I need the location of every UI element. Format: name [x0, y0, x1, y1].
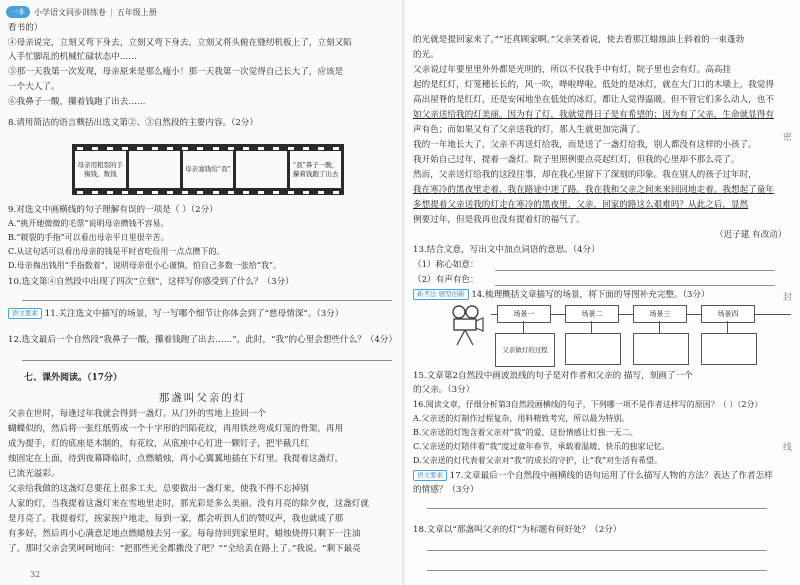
- story-line: 例要过年，但是我再也没有提着灯的福气了。: [413, 215, 585, 225]
- story-line: 是月亮了。我提着灯，挨家挨户地走，每到一家，都会听到人们的赞叹声，我也就成了那: [8, 514, 344, 524]
- option-c: C.父亲送的灯陪伴着“我”度过童年春节，承载着温暖、快乐的独家记忆。: [413, 442, 670, 451]
- story-line: 人家的灯，当我提着这盏灯来在雪地里走时，那光彩是多么美丽。没有月亮的除夕夜，这盏灯就: [8, 499, 369, 509]
- question-8: 8.请用简洁的语言概括出选文第②、③自然段的主要内容。（2分）: [8, 118, 258, 128]
- question-17-cont: 的情感？（3分）: [413, 485, 479, 495]
- story-line: 成为提手，灯的底座是木制的，有花纹，从底座中心钉进一颗钉子，把半截几红: [8, 439, 309, 449]
- answer-line[interactable]: [427, 570, 767, 571]
- story-line: 有多好，然后再小心满意足地点燃蜡烛去另一家。每每待回到家里时，蜡烛烧得只剩下一注油: [8, 529, 361, 539]
- story-line: 已流光溢彩。: [8, 469, 60, 479]
- story-line: 的光就是提回家来了。”“还真顾家啊。”父亲笑着说，使去看那江蜡烛油上斜着的一束蓬勃: [413, 35, 745, 45]
- film-frame: 母亲用粗裂的手掬钱，数钱: [75, 151, 126, 188]
- story-line: 的光。: [413, 50, 439, 60]
- projector-icon: [451, 305, 485, 347]
- question-15: 15.文章第2自然段中画波浪线的句子是对作者和父亲的 描写，刻画了一个: [413, 371, 693, 381]
- story-line: 起的是红灯，灯笼穗长长的，风一吹，哗啦哗啦。低处的是冰灯，就在大门口的木墩上，我觉得: [413, 80, 774, 90]
- answer-line[interactable]: [427, 508, 767, 509]
- option-a: A.父亲送的灯制作过程复杂，用料精致考究，所以最为特别。: [413, 414, 630, 423]
- header-tag: 一本: [6, 6, 30, 18]
- story-line: 父亲说过年要里里外外都是光明的，所以不仅我手中有灯，院子里也会有灯。高高挂: [413, 65, 731, 75]
- question-16: 16.阅读文章，仔细分析第3自然段画横线的句子，下列哪一项不是作者这样写的原因？（ ）（2分）: [413, 400, 763, 409]
- story-line: 父亲给我做的这盏灯总要花上很多工夫。总要做出一盏灯来，使我不得不忘掉别: [8, 484, 309, 494]
- question-10: 10.选文第④自然段中出现了四次“立刻”，这样写你感受到了什么？（3分）: [8, 277, 294, 287]
- film-frame-blank[interactable]: [236, 151, 287, 188]
- scene-label: 场景四: [701, 305, 755, 323]
- chip-new-method: 新考法·题型创新: [413, 289, 469, 300]
- q13-item: （1）称心如意：: [413, 260, 479, 270]
- text-line: 看书的）: [8, 23, 43, 33]
- story-line: 了。那时父亲会笑呵呵地问：“把那些光全都撒没了吧？”“全给丢在路上了。”我说。“剩下最亮: [8, 544, 361, 554]
- question-11: 语文要素 11.关注选文中描写的场景，写一写哪个细节让你体会到了“慈母情深”。（3分）: [8, 308, 343, 320]
- answer-line[interactable]: [495, 270, 775, 271]
- header-title: 小学语文同步训练卷: [34, 7, 106, 17]
- story-line: 声有色；而如果又有了父亲送我的灯，那人生就更加完满了。: [413, 125, 646, 135]
- text-line: ④母亲说完，立刻又弯下身去，立刻又弯下身去，立刻又将头俯在缝纫机板上了，立刻又陷: [8, 38, 352, 48]
- film-frame-blank[interactable]: [129, 151, 180, 188]
- option-d: D.母亲掏出钱用“手指数着”，说明母亲很小心谨慎，怕自己多数一张给“我”。: [8, 261, 282, 270]
- seal-mark: 封: [782, 293, 792, 303]
- answer-line[interactable]: [427, 550, 767, 551]
- scene-blank-box[interactable]: [701, 333, 757, 365]
- question-17: 语文要素 17.文章最后一个自然段中画横线的语句运用了什么描写人物的方法？表达了作者怎样: [413, 470, 773, 482]
- question-15-cont: 的父亲。（3分）: [413, 385, 475, 395]
- question-13: 13.结合文意，写出文中加点词语的意思。（4分）: [413, 245, 600, 255]
- header-grade: 五年级上册: [116, 7, 157, 17]
- film-frame: “我”鼻子一酸，攥着钱跑了出去: [290, 151, 341, 188]
- seal-mark: 密: [782, 133, 792, 143]
- question-9: 9.对选文中画横线的句子理解有误的一项是（ ）（2分）: [8, 205, 218, 215]
- scene-content: 父亲做灯的过程: [495, 333, 555, 367]
- text-line: ⑥我鼻子一酸，攥着钱跑了出去……: [8, 97, 146, 107]
- story-line: 父亲在世时，每逢过年我就会得到一盏灯。从门外的雪地上捡回一个: [8, 409, 266, 419]
- story-line-underlined: 多想提着父亲送我的灯走在寒冷的黑夜里，父亲，回家的路这么艰难吗？从此之后，显然: [413, 200, 749, 210]
- text-line: 一个大人了。: [8, 82, 60, 92]
- header: 一本 小学语文同步训练卷 | 五年级上册: [6, 4, 157, 20]
- story-line-underlined: 如父亲送给我的灯美丽。因为有了灯，我就觉得日子是有希望的；因为有了父亲，生命就显得有: [413, 110, 774, 120]
- story-line: 高出屋脊的是红灯，还是安闲地坐在低处的冰灯，都让人觉得温暖。但不管它们多么动人，也不: [413, 95, 774, 105]
- option-b: B.“皲裂的手指”可以看出母亲平日里很辛苦。: [8, 233, 169, 242]
- text-line: 入手忙脚乱的机械忙碌状态中……: [8, 52, 137, 62]
- scene-label: 场景一: [497, 305, 551, 323]
- q13-item: （2）有声有色：: [413, 275, 479, 285]
- question-12: 12.选文最后一个自然段“我鼻子一酸，攥着钱跑了出去……”，此时，“我”的心里会想些什么？（4分）: [8, 335, 398, 345]
- page-number: 32: [30, 570, 41, 579]
- right-page: [405, 0, 800, 585]
- answer-line[interactable]: [22, 360, 392, 361]
- section-heading: 七、课外阅读。（17分）: [24, 373, 123, 383]
- story-line: 我的一年地长大了，父亲不再送灯给我，而是送了一盏灯给我，别人都没有这样的小孩了。: [413, 140, 757, 150]
- option-b: B.父亲送的灯饱含着父亲对“我”的爱，这份情感让灯独一无二。: [413, 428, 638, 437]
- question-18: 18.文章以“那盏叫父亲的灯”为标题有何好处？（2分）: [413, 525, 622, 535]
- story-line: 蝴蝶似的，然后将一张红纸剪成一个十字形的凹陷花纹，再用铁丝弯成灯笼的骨架，再用: [8, 424, 344, 434]
- story-title: 那盏叫父亲的灯: [158, 392, 247, 404]
- source-note: （迟子建 有改动）: [715, 230, 787, 240]
- story-line: 我开始自己过年，提着一盏灯。院子里照例要点亮起红灯，但我的心里却不那么亮了。: [413, 155, 740, 165]
- scene-label: 场景三: [633, 305, 687, 323]
- option-a: A.“挑开她微微的毛票”说明母亲攒钱不容易。: [8, 219, 169, 228]
- answer-line[interactable]: [22, 300, 392, 301]
- chip-language-element: 语文要素: [8, 308, 42, 319]
- text-line: ⑤那一天我第一次发现，母亲原来是那么瘦小！那一天我第一次觉得自己长大了，应该是: [8, 67, 344, 77]
- question-14: 新考法·题型创新 14.梳理概括文章描写的场景，将下面的导图补充完整。（3分）: [413, 289, 710, 301]
- story-line-underlined: 我在寒冷的黑夜里走着，我在路途中迷了路。我在我和父亲之间来来回回地走着。我想起了童年: [413, 185, 774, 195]
- story-line: 烛固定在上面，待到夜幕降临时，点燃蜡烛，再小心翼翼地插在下灯里。我提着这盏灯，: [8, 454, 344, 464]
- scene-blank-box[interactable]: [633, 333, 689, 365]
- scene-label: 场景二: [565, 305, 619, 323]
- story-line: 然而，父亲送灯给我的这段往事，却在我心里留下了深刻的印象。我在别人的孩子过年时，: [413, 170, 757, 180]
- seal-mark: 线: [782, 443, 792, 453]
- option-d: D.父亲送的灯代表着父亲对“我”的成长的守护，让“我”对生活有希望。: [413, 456, 663, 465]
- film-strip-diagram: [72, 144, 344, 195]
- film-frame: 母亲塞钱给“我”: [183, 151, 234, 188]
- scene-blank-box[interactable]: [565, 333, 621, 365]
- chip-language-element: 语文要素: [413, 470, 447, 481]
- answer-line[interactable]: [495, 285, 775, 286]
- option-c: C.从这句话可以看出母亲的钱是平时省吃俭用一点点攒下的。: [8, 247, 225, 256]
